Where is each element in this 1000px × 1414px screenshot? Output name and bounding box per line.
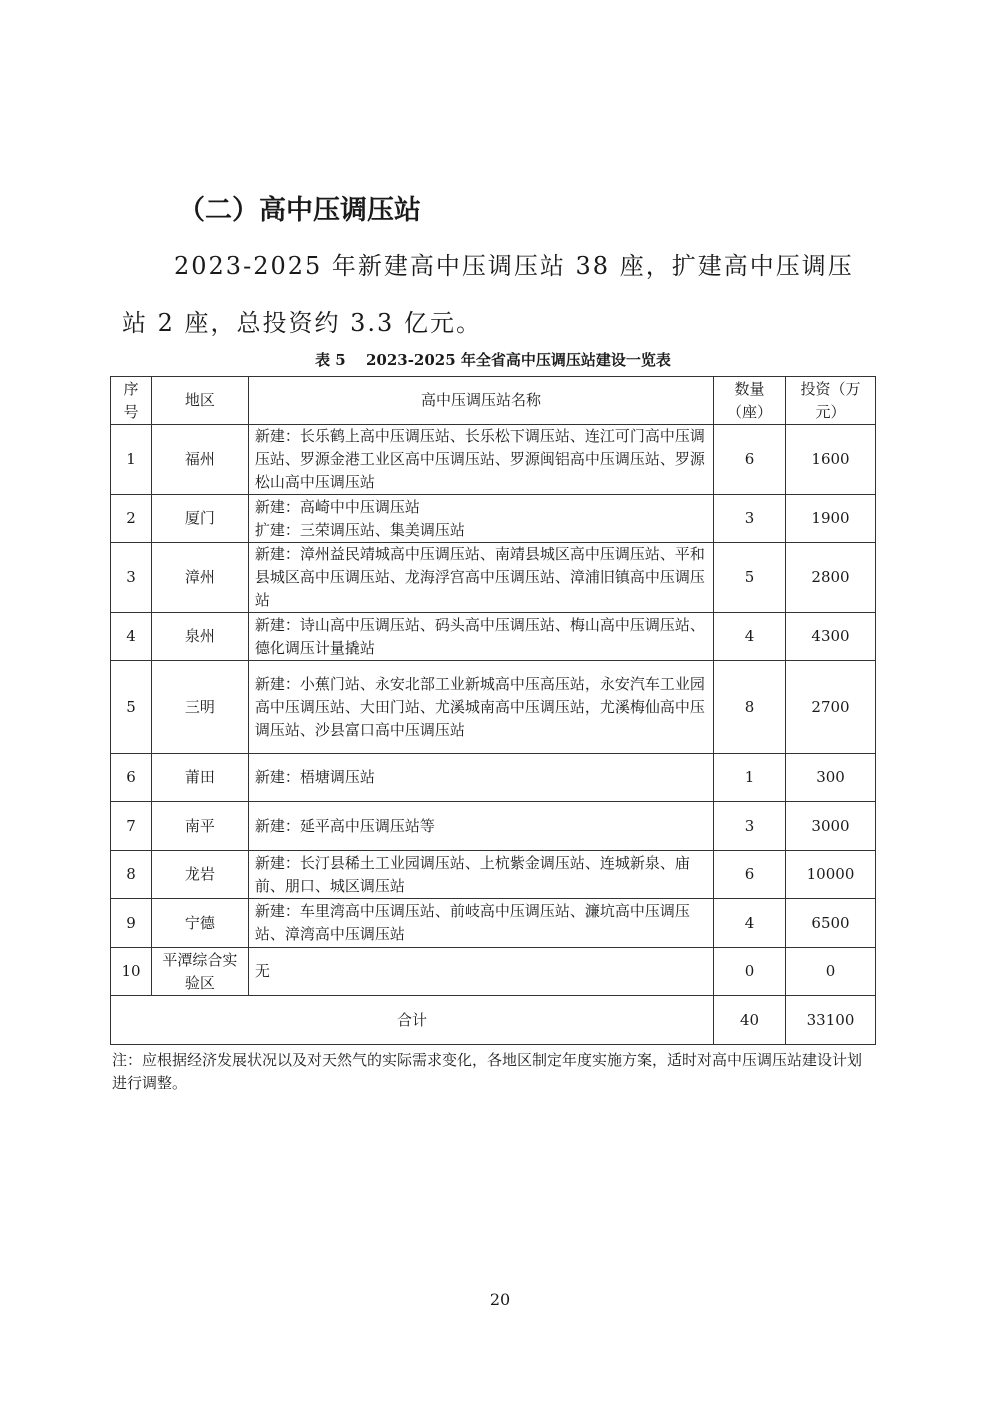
header-invest: 投资（万元） <box>786 377 876 425</box>
total-invest: 33100 <box>786 996 876 1045</box>
table-row <box>111 425 876 495</box>
row-region: 厦门 <box>151 495 248 543</box>
row-invest: 1600 <box>786 425 876 495</box>
station-table <box>110 376 876 1045</box>
table-row <box>111 613 876 661</box>
row-stations: 无 <box>248 948 713 996</box>
row-invest: 3000 <box>786 802 876 851</box>
row-stations: 新建：梧塘调压站 <box>248 754 713 802</box>
table-row <box>111 495 876 543</box>
header-seq: 序号 <box>111 377 152 425</box>
row-count: 8 <box>714 661 786 754</box>
row-seq: 5 <box>111 661 152 754</box>
row-invest: 300 <box>786 754 876 802</box>
header-stations: 高中压调压站名称 <box>248 377 713 425</box>
row-stations-new: 新建：高崎中中压调压站 <box>254 497 420 516</box>
row-stations-expand: 扩建：三荣调压站、集美调压站 <box>254 520 465 539</box>
row-region: 福州 <box>151 425 248 495</box>
row-count: 4 <box>714 899 786 948</box>
row-stations <box>248 495 713 543</box>
row-invest: 6500 <box>786 899 876 948</box>
table-row <box>111 899 876 948</box>
row-count: 0 <box>714 948 786 996</box>
row-seq: 9 <box>111 899 152 948</box>
row-seq: 7 <box>111 802 152 851</box>
table-caption: 表 5 2023-2025 年全省高中压调压站建设一览表 <box>315 351 671 369</box>
row-region: 漳州 <box>151 543 248 613</box>
row-stations: 新建：延平高中压调压站等 <box>248 802 713 851</box>
row-region: 南平 <box>151 802 248 851</box>
row-count: 3 <box>714 495 786 543</box>
row-count: 6 <box>714 425 786 495</box>
table-note: 注：应根据经济发展状况以及对天然气的实际需求变化，各地区制定年度实施方案，适时对高中压调压站建设计划进行调整。 <box>112 1051 863 1092</box>
row-seq: 4 <box>111 613 152 661</box>
row-count: 1 <box>714 754 786 802</box>
row-seq: 10 <box>111 948 152 996</box>
row-invest: 0 <box>786 948 876 996</box>
header-region: 地区 <box>151 377 248 425</box>
row-count: 4 <box>714 613 786 661</box>
row-stations: 新建：诗山高中压调压站、码头高中压调压站、梅山高中压调压站、德化调压计量撬站 <box>248 613 713 661</box>
row-count: 3 <box>714 802 786 851</box>
row-region: 莆田 <box>151 754 248 802</box>
row-invest: 4300 <box>786 613 876 661</box>
row-region: 三明 <box>151 661 248 754</box>
row-stations: 新建：小蕉门站、永安北部工业新城高中压高压站，永安汽车工业园高中压调压站、大田门站、尤溪城南高中压调压站，尤溪梅仙高中压调压站、沙县富口高中压调压站 <box>248 661 713 754</box>
table-row <box>111 754 876 802</box>
row-seq: 3 <box>111 543 152 613</box>
row-region: 泉州 <box>151 613 248 661</box>
row-invest: 1900 <box>786 495 876 543</box>
table-row <box>111 543 876 613</box>
row-invest: 2800 <box>786 543 876 613</box>
section-heading: （二）高中压调压站 <box>178 195 421 226</box>
table-row <box>111 851 876 899</box>
row-region: 龙岩 <box>151 851 248 899</box>
table-row <box>111 661 876 754</box>
row-region: 平潭综合实验区 <box>151 948 248 996</box>
table-total-row <box>111 996 876 1045</box>
row-count: 5 <box>714 543 786 613</box>
total-label: 合计 <box>111 996 714 1045</box>
row-invest: 2700 <box>786 661 876 754</box>
row-count: 6 <box>714 851 786 899</box>
header-count: 数量（座） <box>714 377 786 425</box>
row-seq: 2 <box>111 495 152 543</box>
row-seq: 1 <box>111 425 152 495</box>
row-region: 宁德 <box>151 899 248 948</box>
table-row <box>111 948 876 996</box>
table-row <box>111 802 876 851</box>
row-stations: 新建：长汀县稀土工业园调压站、上杭紫金调压站、连城新泉、庙前、朋口、城区调压站 <box>248 851 713 899</box>
row-invest: 10000 <box>786 851 876 899</box>
row-seq: 6 <box>111 754 152 802</box>
page-number: 20 <box>489 1290 511 1309</box>
row-stations: 新建：车里湾高中压调压站、前岐高中压调压站、濂坑高中压调压站、漳湾高中压调压站 <box>248 899 713 948</box>
row-seq: 8 <box>111 851 152 899</box>
total-count: 40 <box>714 996 786 1045</box>
row-stations: 新建：漳州益民靖城高中压调压站、南靖县城区高中压调压站、平和县城区高中压调压站、龙海浮宫高中压调压站、漳浦旧镇高中压调压站 <box>248 543 713 613</box>
intro-paragraph: 2023-2025 年新建高中压调压站 38 座，扩建高中压调压站 2 座，总投资约 3.3 亿元。 <box>122 252 854 337</box>
row-stations: 新建：长乐鹤上高中压调压站、长乐松下调压站、连江可门高中压调压站、罗源金港工业区高中压调压站、罗源闽铝高中压调压站、罗源松山高中压调压站 <box>248 425 713 495</box>
